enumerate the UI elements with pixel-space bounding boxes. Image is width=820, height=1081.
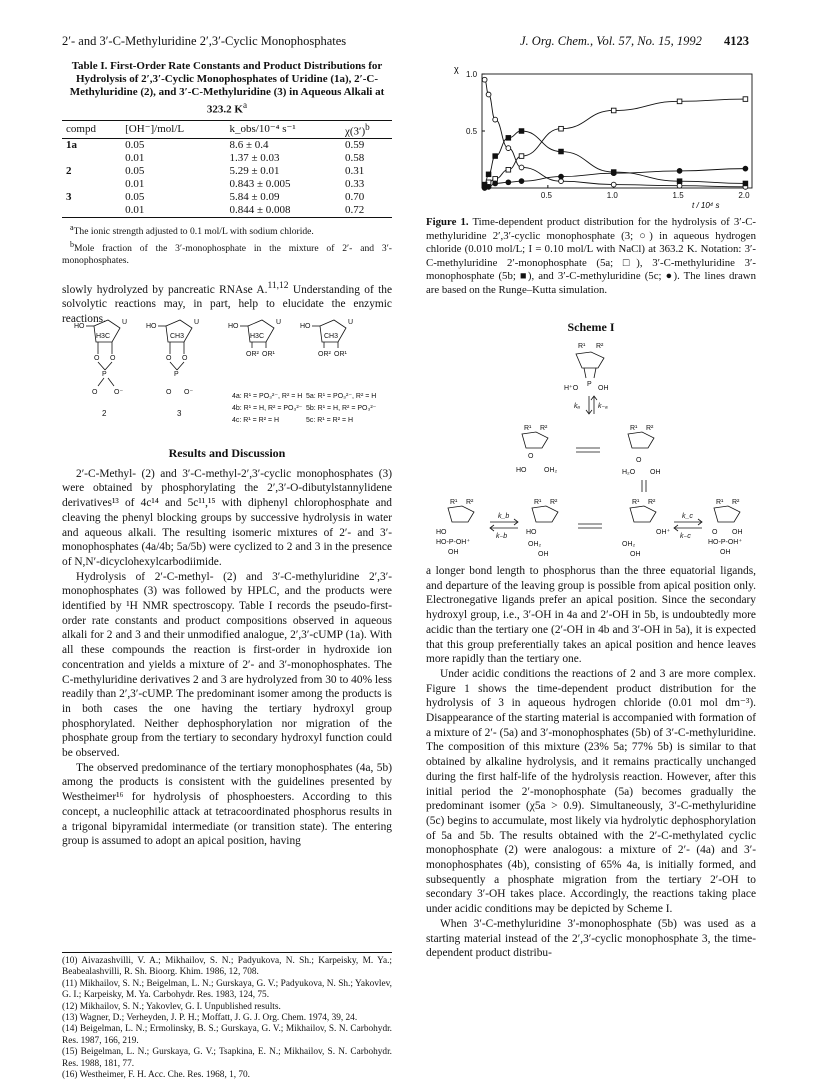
compound-number-2: 2 <box>102 409 107 418</box>
svg-text:OR²: OR² <box>246 351 259 358</box>
point-filled-square <box>743 181 748 186</box>
x-tick-label: 0.5 <box>540 191 552 200</box>
reference: (15) Beigelman, L. N.; Gurskaya, G. V.; Tsapkina, E. N.; Mikhailov, S. N. Carbohydr. Res. 1988, 181, 77. <box>62 1047 392 1069</box>
point-filled-square <box>677 179 682 184</box>
point-filled-circle <box>611 171 616 176</box>
point-open-circle <box>611 182 616 187</box>
references <box>62 956 392 1081</box>
svg-text:OH: OH <box>720 549 731 556</box>
svg-text:OH: OH <box>650 469 661 476</box>
x-tick-label: 1.0 <box>606 191 618 200</box>
point-open-circle <box>493 117 498 122</box>
running-header-title: 2′- and 3′-C-Methyluridine 2′,3′-Cyclic Monophosphates <box>62 34 347 48</box>
svg-text:OH⁺: OH⁺ <box>656 529 671 536</box>
table-header: $\chi(3')^b$ <box>345 121 370 138</box>
page-number: 4123 <box>724 34 749 48</box>
svg-text:R¹: R¹ <box>630 425 638 432</box>
point-open-square <box>559 126 564 131</box>
paragraph: When 3′-C-methyluridine 3′-monophosphate (5b) was used as a starting material instead of the 2′,3′-cyclic monophosphate 3, the time-dependent product distribu- <box>426 917 756 960</box>
svg-text:CH3: CH3 <box>170 333 185 340</box>
table-row: 1a 0.05 8.6 ± 0.4 0.59 <box>66 139 365 152</box>
svg-text:OH₂: OH₂ <box>622 541 636 548</box>
left-column-body <box>62 446 392 849</box>
table-footnote-b: $^b$Mole fraction of the 3′-monophosphate in the mixture of 2′- and 3′-monophosphates. <box>62 239 392 266</box>
figure-1-chart <box>452 60 760 210</box>
legend-5c: 5c: R¹ = R² = H <box>306 417 354 424</box>
svg-text:R¹: R¹ <box>534 499 542 506</box>
svg-text:CH3: CH3 <box>324 333 339 340</box>
footnote-rule <box>62 952 392 953</box>
compound-number-3: 3 <box>177 409 182 418</box>
paragraph: Under acidic conditions the reactions of 2 and 3 are more complex. Figure 1 shows the time-dependent product distribution for the hydrolysis of 3 in aqueous hydrogen chloride (0.01 mol dm⁻³). Disappearance of the starting material is accompanied with formation of a mixture of 2′- (5a) and 3′-monophosphates (5b) of 3′-C-methyluridine. The composition of this mixture (23% 5a; 77% 5b) is similar to that obtained by alkaline hydrolysis, and it remains practically unchanged during the first half-life of the hydrolysis reaction. However, after this initial period the 2′-monophosphate (5a) becomes gradually the predominant isomer (χ5a > 0.9). Simultaneously, 3′-C-methyluridine (5c) begins to accumulate, most likely via hydrolytic dephosphorylation of 5a and 5b. The results obtained with the 2′-C-methylated cyclic monophosphate (2) were analogous: a mixture of 2′- (4a) and 3′-monophosphates (4b), consisting of 65% 4a, is initially formed, and subsequently a phosphate migration from the tertiary 2′-OH to secondary 3′-OH takes place. Accordingly, the reactions taking place under acidic conditions may be depicted by Scheme I. <box>426 667 756 916</box>
svg-text:R²: R² <box>596 343 604 350</box>
reference: (13) Wagner, D.; Verheyden, J. P. H.; Moffatt, J. G. J. Org. Chem. 1974, 39, 24. <box>62 1013 358 1024</box>
point-filled-circle <box>677 169 682 174</box>
svg-text:R²: R² <box>646 425 654 432</box>
left-column <box>62 60 392 327</box>
point-open-circle <box>486 92 491 97</box>
svg-text:R²: R² <box>550 499 558 506</box>
svg-text:O: O <box>166 355 172 362</box>
svg-text:O: O <box>636 457 642 464</box>
reference: (14) Beigelman, L. N.; Ermolinsky, B. S.; Gurskaya, G. V.; Mikhailov, S. N. Carbohydr. Res. 1987, 166, 219. <box>62 1024 392 1046</box>
point-open-circle <box>482 77 487 82</box>
svg-text:P: P <box>174 371 179 378</box>
svg-text:OH: OH <box>538 551 549 558</box>
svg-text:O: O <box>94 355 100 362</box>
table-row: 0.01 1.37 ± 0.03 0.58 <box>125 152 365 165</box>
svg-text:R¹: R¹ <box>450 499 458 506</box>
point-filled-square <box>519 129 524 134</box>
svg-text:U: U <box>348 319 354 326</box>
svg-text:H3C: H3C <box>96 333 111 340</box>
svg-text:OH: OH <box>448 549 459 556</box>
point-open-square <box>493 177 498 182</box>
svg-text:P: P <box>102 371 107 378</box>
ka-label: kₐ <box>574 403 581 410</box>
paragraph: Hydrolysis of 2′-C-methyl- (2) and 3′-C-methyluridine 2′,3′-monophosphates (3) was followed by HPLC, and the products were identified by ¹H NMR spectroscopy. Table I records the pseudo-first-order rate constants and product compositions observed in aqueous alkali for 2 and 3 and their unmodified analogue, 2′,3′-cUMP (1a). With all these compounds the reaction is first-order in hydroxide ion concentration and yields a mixture of 2′- and 3′-monophosphates. The C-methyluridine derivatives 2 and 3 are hydrolyzed from 30 to 40% less readily than 2′,3′-cUMP. The predominant isomer among the products is in both cases the one having the tertiary hydroxyl group phosphorylated. Neither dephosphorylation nor migration of the phosphate group from the tertiary to secondary hydroxyl function could be observed. <box>62 570 392 760</box>
point-open-square <box>506 167 511 172</box>
reference: (11) Mikhailov, S. N.; Beigelman, L. N.; Gurskaya, G. V.; Padyukova, N. Sh.; Yakovlev, G. I.; Karpeisky, M. Ya. Carbohydr. Res. 1983, 124, 75. <box>62 978 392 1001</box>
kc-label: k_c <box>682 513 693 520</box>
svg-text:R¹: R¹ <box>524 425 532 432</box>
svg-text:R²: R² <box>540 425 548 432</box>
scheme-title: Scheme I <box>567 320 615 334</box>
svg-text:O: O <box>182 355 188 362</box>
x-tick-label: 2.0 <box>738 191 750 200</box>
table-row: 0.01 0.844 ± 0.008 0.72 <box>62 204 392 218</box>
structure-2 <box>74 319 127 418</box>
point-filled-circle <box>486 184 491 189</box>
y-tick-label: 0.5 <box>466 127 478 136</box>
y-tick-label: 1.0 <box>466 70 478 79</box>
svg-text:O⁻: O⁻ <box>114 389 124 396</box>
scheme-1-diagram <box>426 338 756 560</box>
svg-text:OH: OH <box>732 529 743 536</box>
point-open-circle <box>506 146 511 151</box>
legend-5b: 5b: R¹ = H, R² = PO₃²⁻ <box>306 405 377 412</box>
paragraph: a longer bond length to phosphorus than the three equatorial ligands, and departure of the leaving group is possible from apical position only. Electronegative ligands prefer an apical position. Since the secondary hydroxyl group, i.e., 3′-OH in 4a and 2′-OH in 5b, is undoubtedly more acidic than the tertiary one (2′-OH in 4b and 3′-OH in 5a), it is expected that this group preferentially takes an apical position and hence leaves more rapidly than the tertiary one. <box>426 565 756 666</box>
svg-text:HO: HO <box>228 323 239 330</box>
svg-text:OH₂: OH₂ <box>544 467 558 474</box>
table-header: [OH⁻]/mol/L <box>125 122 185 135</box>
svg-text:O⁻: O⁻ <box>184 389 194 396</box>
point-open-square <box>677 99 682 104</box>
svg-text:R²: R² <box>648 499 656 506</box>
paragraph: 2′-C-Methyl- (2) and 3′-C-methyl-2′,3′-cyclic monophosphates (3) were obtained by phosphorylating the 2′,3′-O-dibutylstannylidene derivatives¹³ of 4c¹⁴ and 5c¹¹,¹⁵ with diphenyl chlorophosphate and cleaving the phenyl blocking groups by successive hydrolysis in water and aqueous alkali. The resulting isomeric mixtures of 2′- and 3′-monophosphates (4a/4b; 5a/5b) were cyclized to 2 and 3 in the presence of N,N′-dicyclohexylcarbodiimide. <box>62 467 392 568</box>
table-row: 2 0.05 5.29 ± 0.01 0.31 <box>66 165 365 178</box>
point-open-square <box>519 154 524 159</box>
svg-text:U: U <box>122 319 128 326</box>
svg-text:HO: HO <box>300 323 311 330</box>
point-filled-square <box>506 136 511 141</box>
svg-text:R¹: R¹ <box>632 499 640 506</box>
svg-text:R¹: R¹ <box>716 499 724 506</box>
svg-text:HO-P-OH⁺: HO-P-OH⁺ <box>708 539 743 546</box>
svg-text:R¹: R¹ <box>578 343 586 350</box>
svg-text:H3C: H3C <box>250 333 265 340</box>
legend-5a: 5a: R¹ = PO₃²⁻, R² = H <box>306 393 377 400</box>
table-row: 3 0.05 5.84 ± 0.09 0.70 <box>66 191 365 204</box>
table-caption: Table I. First-Order Rate Constants and Product Distributions for Hydrolysis of 2′,3′-Cyclic Monophosphates of Uridine (1a), 2′-C-Methyluridine (2), and 3′-C-Methyluridine (3) in Aqueous Alkali at 323.2 $K^a$ <box>69 60 385 116</box>
svg-text:HO-P-OH⁺: HO-P-OH⁺ <box>436 539 471 546</box>
x-axis-label: t / 10⁴ s <box>692 201 720 210</box>
structure-4 <box>228 319 281 358</box>
point-filled-circle <box>493 181 498 186</box>
kmc-label: k₋c <box>680 533 691 540</box>
svg-text:OR¹: OR¹ <box>334 351 347 358</box>
svg-text:OH: OH <box>598 385 609 392</box>
intro-paragraph-end: slowly hydrolyzed by pancreatic RNAse A.$^{11,12}$ Understanding of the solvolytic reactions may, in part, help to elucidate the enzymic reactions. <box>62 280 392 325</box>
x-tick-label: 1.5 <box>672 191 684 200</box>
svg-text:OR¹: OR¹ <box>262 351 275 358</box>
paragraph: The observed predominance of the tertiary monophosphates (4a, 5b) among the products is consistent with the guidelines presented by Westheimer¹⁶ for hydrolysis of phosphoesters. According to this concept, a nucleophilic attack at tetracoordinated phosphorus results in a trigonal bipyramidal intermediate (or transition state). The entering group is assumed to adopt an apical position, having <box>62 761 392 848</box>
svg-text:U: U <box>276 319 282 326</box>
svg-text:HO: HO <box>516 467 527 474</box>
svg-text:H₂O: H₂O <box>622 469 636 476</box>
table-header: k_obs/10⁻⁴ s⁻¹ <box>229 122 296 135</box>
structure-3 <box>146 319 199 418</box>
svg-text:HO: HO <box>436 529 447 536</box>
kma-label: k₋ₐ <box>598 403 608 410</box>
journal-citation: J. Org. Chem., Vol. 57, No. 15, 1992 <box>520 34 702 48</box>
svg-text:OR²: OR² <box>318 351 331 358</box>
table-header: compd <box>66 122 96 135</box>
svg-text:U: U <box>194 319 200 326</box>
table-footnote-a: $^a$The ionic strength adjusted to 0.1 mol/L with sodium chloride. <box>70 223 314 238</box>
svg-text:O: O <box>712 529 718 536</box>
point-filled-circle <box>559 174 564 179</box>
table-row: 0.01 0.843 ± 0.005 0.33 <box>125 178 365 191</box>
structure-5 <box>300 319 353 358</box>
svg-text:R²: R² <box>466 499 474 506</box>
structures-figure <box>62 316 392 436</box>
point-filled-circle <box>743 166 748 171</box>
reference: (12) Mikhailov, S. N.; Yakovlev, G. I. Unpublished results. <box>62 1001 281 1012</box>
svg-text:HO: HO <box>146 323 157 330</box>
svg-text:P: P <box>587 381 592 388</box>
kmb-label: k₋b <box>496 533 508 540</box>
svg-text:O: O <box>110 355 116 362</box>
legend-4b: 4b: R¹ = H, R² = PO₃²⁻ <box>232 405 303 412</box>
point-filled-square <box>486 172 491 177</box>
svg-text:O: O <box>166 389 172 396</box>
figure-1-caption: Figure 1. Time-dependent product distribution for the hydrolysis of 3′-C-methyluridine 2′,3′-cyclic monophosphate (3; ○) in aqueous hydrogen chloride (0.010 mol/L; I = 0.10 mol/L with NaCl) at 363.2 K. Notation: 3′-C-methyluridine 2′-monophosphate (5a; □), 3′-C-methyluridine 3′-monophosphate (5b; ■), and 3′-C-methyluridine (5c; ●). The lines drawn are based on the Runge–Kutta simulation. <box>426 216 757 296</box>
svg-text:OH₂: OH₂ <box>528 541 542 548</box>
svg-text:H⁺O: H⁺O <box>564 385 579 392</box>
kb-label: k_b <box>498 513 510 520</box>
results-heading: Results and Discussion <box>168 446 286 460</box>
point-open-circle <box>677 183 682 188</box>
point-open-square <box>743 97 748 102</box>
svg-text:R²: R² <box>732 499 740 506</box>
y-axis-label: χ <box>454 64 459 74</box>
reference: (16) Westheimer, F. H. Acc. Che. Res. 1968, 1, 70. <box>62 1070 251 1081</box>
point-filled-circle <box>519 179 524 184</box>
rate-constants-table <box>62 120 392 219</box>
point-filled-square <box>493 154 498 159</box>
legend-4a: 4a: R¹ = PO₃²⁻, R² = H <box>232 393 303 400</box>
svg-text:O: O <box>92 389 98 396</box>
reference: (10) Aivazashvilli, V. A.; Mikhailov, S. N.; Padyukova, N. Sh.; Karpeisky, M. Ya.; Beabealashvilli, R. Sh. Bioorg. Khim. 1986, 12, 708. <box>62 956 392 978</box>
point-open-circle <box>519 165 524 170</box>
point-open-circle <box>559 179 564 184</box>
svg-text:O: O <box>528 453 534 460</box>
point-filled-square <box>559 149 564 154</box>
svg-text:HO: HO <box>74 323 85 330</box>
svg-text:OH: OH <box>630 551 641 558</box>
legend-4c: 4c: R¹ = R² = H <box>232 417 280 424</box>
right-column-body <box>426 564 756 961</box>
point-filled-circle <box>506 180 511 185</box>
point-open-square <box>611 108 616 113</box>
svg-text:HO: HO <box>526 529 537 536</box>
